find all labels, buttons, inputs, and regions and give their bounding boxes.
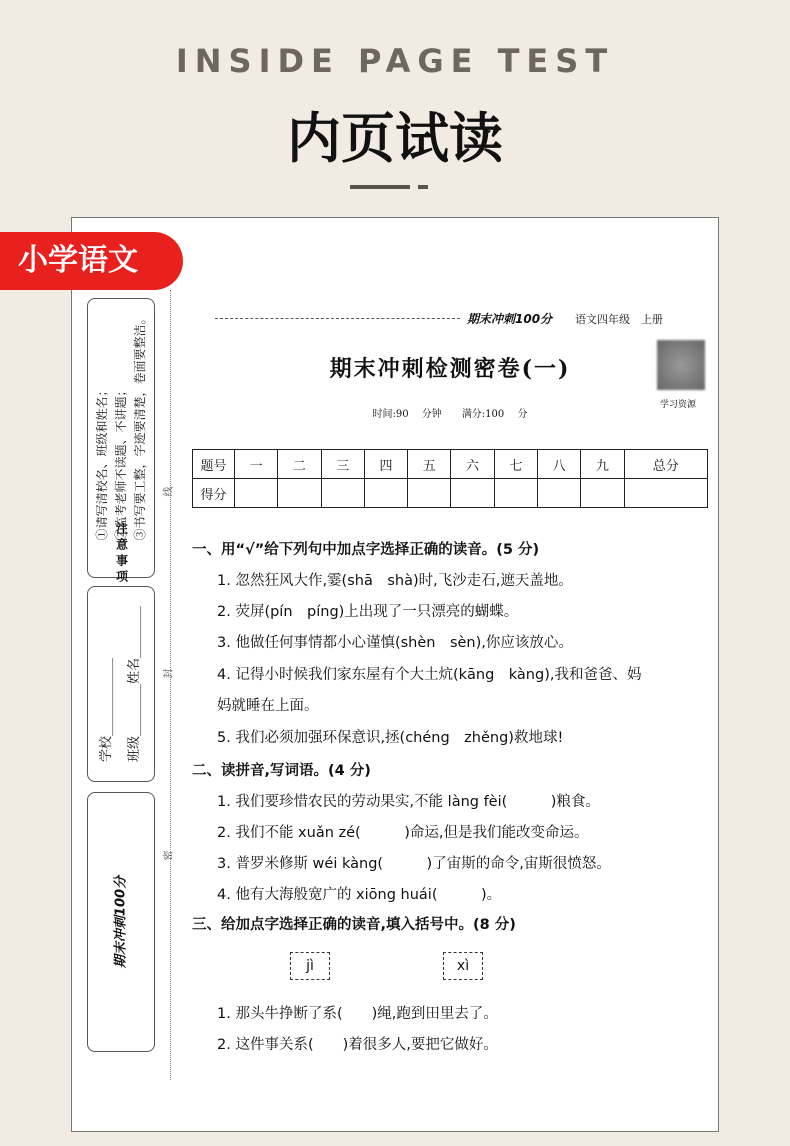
section-title: 三、给加点字选择正确的读音,填入括号中。(8 分) — [192, 917, 516, 933]
question-item: 2. 这件事关系( )着很多人,要把它做好。 — [217, 1037, 498, 1053]
section-title: 一、用“√”给下列句中加点字选择正确的读音。(5 分) — [192, 542, 540, 558]
question-item: 1. 那头牛挣断了系( )绳,跑到田里去了。 — [217, 1006, 498, 1022]
exam-full-score: 满分:100 分 — [461, 409, 528, 420]
notice-title: 注意事项 — [114, 522, 129, 587]
exam-time: 时间:90 分钟 — [372, 409, 442, 420]
question-item: 2. 我们不能 xuǎn zé( )命运,但是我们能改变命运。 — [217, 825, 589, 841]
score-cell[interactable] — [278, 479, 321, 508]
score-header-cell: 四 — [364, 450, 407, 479]
score-header-cell: 总分 — [624, 450, 707, 479]
school-field[interactable]: ____________ — [99, 658, 114, 736]
score-cell[interactable] — [581, 479, 624, 508]
seal-mark: 封 — [163, 668, 175, 679]
score-header-cell: 九 — [581, 450, 624, 479]
score-cell[interactable] — [364, 479, 407, 508]
score-header-cell: 八 — [537, 450, 580, 479]
secret-mark: 密 — [163, 850, 175, 861]
pinyin-option: xì — [443, 952, 483, 980]
header-brand: 期末冲刺100分 — [467, 312, 553, 326]
score-label: 得分 — [193, 479, 235, 508]
section-title: 二、读拼音,写词语。(4 分) — [192, 763, 371, 779]
divider — [350, 185, 410, 189]
score-header-cell: 七 — [494, 450, 537, 479]
notice-item: ②监考老师不读题、不讲题； — [113, 384, 128, 541]
question-item: 2. 荧屏(pín píng)上出现了一只漂亮的蝴蝶。 — [217, 604, 519, 620]
subject-badge: 小学语文 — [0, 232, 183, 290]
score-cell[interactable] — [321, 479, 364, 508]
question-item: 1. 忽然狂风大作,霎(shā shà)时,飞沙走石,遮天盖地。 — [217, 573, 573, 589]
student-info-box — [87, 586, 155, 782]
class-field[interactable]: ________ — [127, 684, 142, 736]
brand-box — [87, 792, 155, 1052]
score-cell[interactable] — [624, 479, 707, 508]
question-item: 妈就睡在上面。 — [217, 698, 319, 714]
score-cell[interactable] — [537, 479, 580, 508]
exam-title: 期末冲刺检测密卷(一) — [329, 356, 571, 382]
score-header-cell: 五 — [408, 450, 451, 479]
notice-box — [87, 298, 155, 587]
question-item: 4. 记得小时候我们家东屋有个大土炕(kāng kàng),我和爸爸、妈 — [217, 667, 642, 683]
question-item: 1. 我们要珍惜农民的劳动果实,不能 làng fèi( )粮食。 — [217, 794, 600, 810]
score-cell[interactable] — [235, 479, 278, 508]
pinyin-option: jì — [290, 952, 330, 980]
header-dashes — [215, 318, 460, 319]
exam-meta — [190, 405, 710, 420]
score-header-cell: 六 — [451, 450, 494, 479]
score-cell[interactable] — [494, 479, 537, 508]
score-header-cell: 题号 — [193, 450, 235, 479]
score-header-cell: 一 — [235, 450, 278, 479]
question-item: 3. 普罗米修斯 wéi kàng( )了宙斯的命令,宙斯很愤怒。 — [217, 856, 611, 872]
notice-item: ①请写清校名、班级和姓名； — [94, 384, 109, 541]
qr-label: 学习资源 — [660, 400, 697, 410]
question-item: 5. 我们必须加强环保意识,拯(chéng zhěng)救地球! — [217, 730, 564, 746]
notice-item: ③书写要工整，字迹要清楚，卷面要整洁。 — [132, 312, 147, 541]
cut-line — [170, 290, 171, 1080]
banner-title: 内页试读 — [287, 107, 503, 170]
score-header-cell: 三 — [321, 450, 364, 479]
score-header-cell: 二 — [278, 450, 321, 479]
score-table — [192, 449, 708, 508]
name-label: 姓名 — [127, 657, 142, 684]
question-item: 4. 他有大海般宽广的 xiōng huái( )。 — [217, 887, 502, 903]
sidebar-brand: 期末冲刺100分 — [113, 875, 129, 969]
score-cell[interactable] — [451, 479, 494, 508]
line-mark: 线 — [163, 486, 175, 497]
class-label: 班级 — [127, 736, 142, 763]
score-cell[interactable] — [408, 479, 451, 508]
school-label: 学校 — [99, 736, 114, 763]
banner-english: INSIDE PAGE TEST — [175, 42, 615, 80]
header-subject: 语文四年级 上册 — [575, 313, 663, 326]
divider — [418, 185, 428, 189]
question-item: 3. 他做任何事情都小心谨慎(shèn sèn),你应该放心。 — [217, 635, 573, 651]
name-field[interactable]: ________ — [127, 605, 142, 658]
